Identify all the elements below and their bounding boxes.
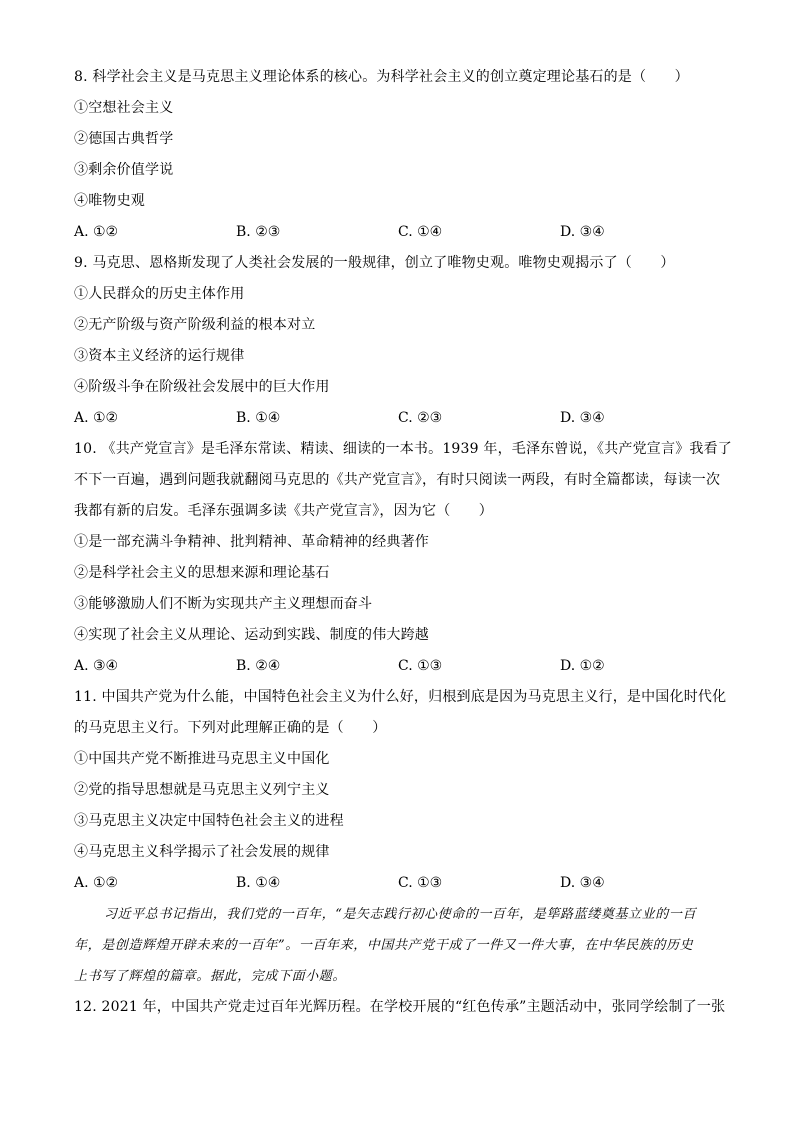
option-c: C. ②③ <box>398 410 443 426</box>
option-a: A. ①② <box>74 875 119 891</box>
statement-item: ④唯物史观 <box>74 193 145 209</box>
material-line: 年，是创造辉煌开辟未来的一百年”。一百年来，中国共产党干成了一件又一件大事，在中华民族的历史 <box>74 938 694 953</box>
question-stem: 的马克思主义行。下列对此理解正确的是（ ） <box>74 720 387 736</box>
question-9 <box>74 248 724 434</box>
option-c: C. ①③ <box>398 658 443 674</box>
answer-options <box>74 651 724 682</box>
statement-item: ④实现了社会主义从理论、运动到实践、制度的伟大跨越 <box>74 627 429 643</box>
statement-item: ①中国共产党不断推进马克思主义中国化 <box>74 751 330 767</box>
question-11 <box>74 682 727 899</box>
question-stem: 8. 科学社会主义是马克思主义理论体系的核心。为科学社会主义的创立奠定理论基石的是（ ） <box>74 69 689 85</box>
option-c: C. ①③ <box>398 875 443 891</box>
option-d: D. ③④ <box>560 410 605 426</box>
option-d: D. ①② <box>560 658 605 674</box>
option-b: B. ②④ <box>236 658 281 674</box>
statement-item: ②德国古典哲学 <box>74 131 174 147</box>
option-a: A. ①② <box>74 224 119 240</box>
question-12 <box>74 992 724 1023</box>
answer-options <box>74 403 724 434</box>
answer-options <box>74 217 724 248</box>
statement-item: ②是科学社会主义的思想来源和理论基石 <box>74 565 330 581</box>
option-d: D. ③④ <box>560 875 605 891</box>
option-b: B. ①④ <box>236 410 281 426</box>
question-stem: 12. 2021 年，中国共产党走过百年光辉历程。在学校开展的“红色传承”主题活动中，张同学绘制了一张 <box>74 999 726 1015</box>
statement-item: ②无产阶级与资产阶级利益的根本对立 <box>74 317 316 333</box>
statement-item: ①人民群众的历史主体作用 <box>74 286 245 302</box>
option-b: B. ①④ <box>236 875 281 891</box>
statement-item: ③资本主义经济的运行规律 <box>74 348 245 364</box>
option-a: A. ①② <box>74 410 119 426</box>
question-stem: 9. 马克思、恩格斯发现了人类社会发展的一般规律，创立了唯物史观。唯物史观揭示了（ ） <box>74 255 675 271</box>
question-stem: 我都有新的启发。毛泽东强调多读《共产党宣言》，因为它（ ） <box>74 503 493 519</box>
question-stem: 11. 中国共产党为什么能，中国特色社会主义为什么好，归根到底是因为马克思主义行，是中国化时代化 <box>74 689 727 705</box>
question-stem: 不下一百遍，遇到问题我就翻阅马克思的《共产党宣言》，有时只阅读一两段，有时全篇都读，每读一次 <box>74 472 721 488</box>
option-b: B. ②③ <box>236 224 281 240</box>
statement-item: ③马克思主义决定中国特色社会主义的进程 <box>74 813 344 829</box>
option-a: A. ③④ <box>74 658 119 674</box>
material-line: 上书写了辉煌的篇章。据此，完成下面小题。 <box>74 969 347 984</box>
statement-item: ①空想社会主义 <box>74 100 174 116</box>
statement-item: ④马克思主义科学揭示了社会发展的规律 <box>74 844 330 860</box>
statement-item: ①是一部充满斗争精神、批判精神、革命精神的经典著作 <box>74 534 429 550</box>
material-line: 习近平总书记指出，我们党的一百年，“是矢志践行初心使命的一百年，是筚路蓝缕奠基立业的一百 <box>104 907 697 922</box>
question-8 <box>74 62 724 248</box>
reading-material <box>74 899 724 992</box>
statement-item: ③能够激励人们不断为实现共产主义理想而奋斗 <box>74 596 373 612</box>
statement-item: ③剩余价值学说 <box>74 162 174 178</box>
statement-item: ②党的指导思想就是马克思主义列宁主义 <box>74 782 330 798</box>
question-stem: 10. 《共产党宣言》是毛泽东常读、精读、细读的一本书。1939 年，毛泽东曾说，《共产党宣言》我看了 <box>74 441 732 457</box>
statement-item: ④阶级斗争在阶级社会发展中的巨大作用 <box>74 379 330 395</box>
answer-options <box>74 868 724 899</box>
option-d: D. ③④ <box>560 224 605 240</box>
question-10 <box>74 434 732 682</box>
option-c: C. ①④ <box>398 224 443 240</box>
exam-page <box>74 62 732 1023</box>
